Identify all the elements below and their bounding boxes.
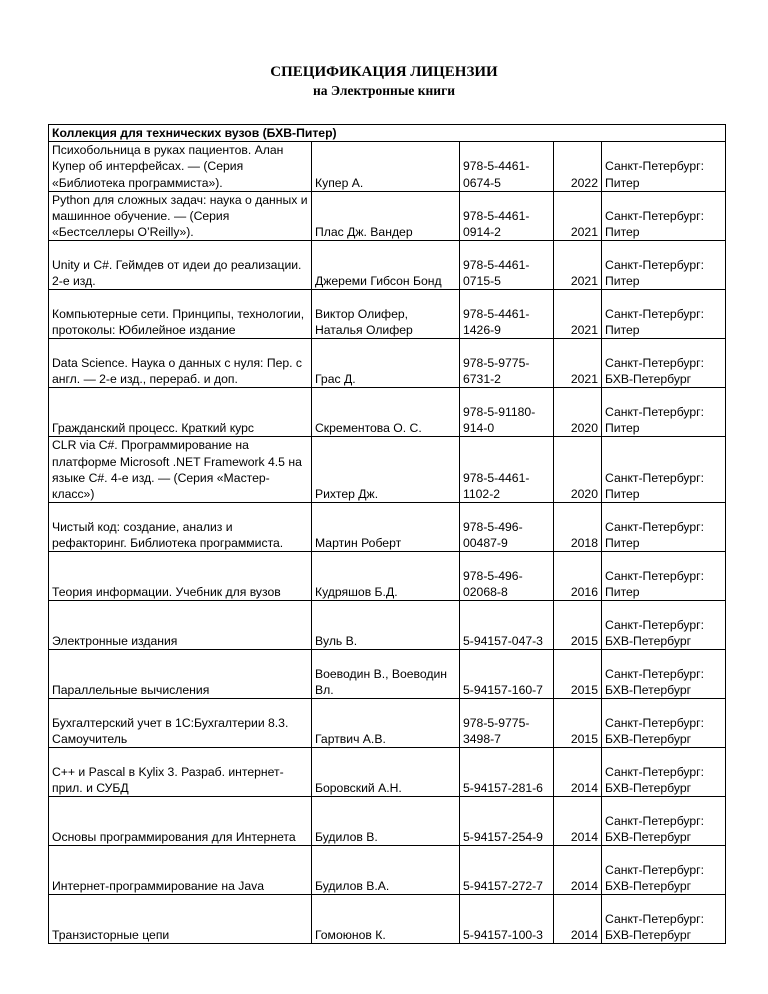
document-title: СПЕЦИФИКАЦИЯ ЛИЦЕНЗИИ [270, 64, 498, 80]
book-publisher: Санкт-Петербург: БХВ-Петербург [602, 797, 726, 846]
book-title: Чистый код: создание, анализ и рефакторинг. Библиотека программиста. [49, 503, 312, 552]
book-year: 2021 [554, 241, 602, 290]
book-publisher: Санкт-Петербург: БХВ-Петербург [602, 650, 726, 699]
table-row [49, 437, 726, 503]
table-row [49, 748, 726, 797]
document-subtitle: на Электронные книги [313, 83, 455, 98]
book-isbn: 5-94157-047-3 [460, 601, 554, 650]
collection-header-row [49, 125, 726, 142]
book-publisher: Санкт-Петербург: Питер [602, 503, 726, 552]
table-row [49, 339, 726, 388]
table-row [49, 699, 726, 748]
book-year: 2014 [554, 846, 602, 895]
book-year: 2022 [554, 142, 602, 192]
book-year: 2020 [554, 437, 602, 503]
book-publisher: Санкт-Петербург: БХВ-Петербург [602, 748, 726, 797]
table-row [49, 503, 726, 552]
book-title: Data Science. Наука о данных с нуля: Пер. с англ. — 2-е изд., перераб. и доп. [49, 339, 312, 388]
book-year: 2021 [554, 290, 602, 339]
book-isbn: 5-94157-272-7 [460, 846, 554, 895]
book-title: Основы программирования для Интернета [49, 797, 312, 846]
book-author: Вуль В. [312, 601, 460, 650]
license-table [48, 124, 726, 944]
book-publisher: Санкт-Петербург: Питер [602, 552, 726, 601]
book-isbn: 978-5-496-02068-8 [460, 552, 554, 601]
book-author: Купер А. [312, 142, 460, 192]
book-year: 2015 [554, 601, 602, 650]
book-isbn: 5-94157-281-6 [460, 748, 554, 797]
book-year: 2020 [554, 388, 602, 437]
book-isbn: 978-5-9775-3498-7 [460, 699, 554, 748]
table-row [49, 895, 726, 944]
book-author: Грас Д. [312, 339, 460, 388]
book-year: 2021 [554, 191, 602, 241]
book-isbn: 978-5-91180-914-0 [460, 388, 554, 437]
book-year: 2015 [554, 699, 602, 748]
book-isbn: 978-5-4461-0715-5 [460, 241, 554, 290]
book-isbn: 978-5-496-00487-9 [460, 503, 554, 552]
book-title: Транзисторные цепи [49, 895, 312, 944]
book-author: Мартин Роберт [312, 503, 460, 552]
table-row [49, 191, 726, 241]
book-author: Скрементова О. С. [312, 388, 460, 437]
book-title: Python для сложных задач: наука о данных и машинное обучение. — (Серия «Бестселлеры O’Reilly»). [49, 191, 312, 241]
table-row [49, 601, 726, 650]
book-title: Гражданский процесс. Краткий курс [49, 388, 312, 437]
table-row [49, 241, 726, 290]
book-publisher: Санкт-Петербург: БХВ-Петербург [602, 699, 726, 748]
book-title: CLR via C#. Программирование на платформе Microsoft .NET Framework 4.5 на языке C#. 4-е изд. — (Серия «Мастер-класс») [49, 437, 312, 503]
book-author: Воеводин В., Воеводин Вл. [312, 650, 460, 699]
book-title: Бухгалтерский учет в 1С:Бухгалтерии 8.3. Самоучитель [49, 699, 312, 748]
book-isbn: 978-5-4461-0674-5 [460, 142, 554, 192]
table-row [49, 797, 726, 846]
book-publisher: Санкт-Петербург: Питер [602, 191, 726, 241]
book-title: Параллельные вычисления [49, 650, 312, 699]
book-author: Джереми Гибсон Бонд [312, 241, 460, 290]
book-author: Гомоюнов К. [312, 895, 460, 944]
table-row [49, 142, 726, 192]
book-isbn: 5-94157-100-3 [460, 895, 554, 944]
book-isbn: 978-5-4461-0914-2 [460, 191, 554, 241]
book-publisher: Санкт-Петербург: БХВ-Петербург [602, 895, 726, 944]
table-row [49, 846, 726, 895]
book-year: 2014 [554, 895, 602, 944]
book-author: Кудряшов Б.Д. [312, 552, 460, 601]
book-author: Будилов В.А. [312, 846, 460, 895]
book-author: Боровский А.Н. [312, 748, 460, 797]
table-row [49, 552, 726, 601]
book-publisher: Санкт-Петербург: Питер [602, 290, 726, 339]
table-row [49, 290, 726, 339]
book-year: 2021 [554, 339, 602, 388]
book-isbn: 978-5-4461-1426-9 [460, 290, 554, 339]
book-isbn: 978-5-4461-1102-2 [460, 437, 554, 503]
book-publisher: Санкт-Петербург: БХВ-Петербург [602, 846, 726, 895]
book-title: Электронные издания [49, 601, 312, 650]
table-row [49, 388, 726, 437]
book-title: Теория информации. Учебник для вузов [49, 552, 312, 601]
book-isbn: 5-94157-160-7 [460, 650, 554, 699]
table-row [49, 650, 726, 699]
book-isbn: 978-5-9775-6731-2 [460, 339, 554, 388]
book-year: 2016 [554, 552, 602, 601]
book-publisher: Санкт-Петербург: Питер [602, 241, 726, 290]
book-title: Психобольница в руках пациентов. Алан Купер об интерфейсах. — (Серия «Библиотека программиста»). [49, 142, 312, 192]
book-year: 2014 [554, 797, 602, 846]
book-author: Виктор Олифер, Наталья Олифер [312, 290, 460, 339]
book-author: Будилов В. [312, 797, 460, 846]
book-author: Гартвич А.В. [312, 699, 460, 748]
book-title: Интернет-программирование на Java [49, 846, 312, 895]
book-author: Плас Дж. Вандер [312, 191, 460, 241]
book-publisher: Санкт-Петербург: БХВ-Петербург [602, 601, 726, 650]
book-year: 2015 [554, 650, 602, 699]
collection-title: Коллекция для технических вузов (БХВ-Питер) [49, 125, 726, 142]
book-publisher: Санкт-Петербург: Питер [602, 388, 726, 437]
book-publisher: Санкт-Петербург: БХВ-Петербург [602, 339, 726, 388]
book-year: 2014 [554, 748, 602, 797]
book-year: 2018 [554, 503, 602, 552]
book-title: C++ и Pascal в Kylix 3. Разраб. интернет-прил. и СУБД [49, 748, 312, 797]
book-isbn: 5-94157-254-9 [460, 797, 554, 846]
book-title: Unity и C#. Геймдев от идеи до реализации. 2-е изд. [49, 241, 312, 290]
book-publisher: Санкт-Петербург: Питер [602, 142, 726, 192]
book-publisher: Санкт-Петербург: Питер [602, 437, 726, 503]
book-author: Рихтер Дж. [312, 437, 460, 503]
book-title: Компьютерные сети. Принципы, технологии, протоколы: Юбилейное издание [49, 290, 312, 339]
